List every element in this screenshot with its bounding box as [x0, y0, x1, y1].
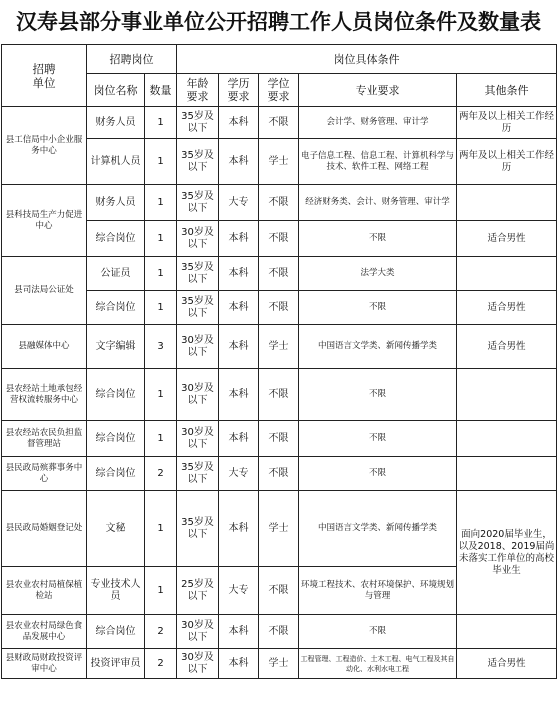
unit-cell: 县科技局生产力促进中心	[2, 185, 87, 257]
age-cell: 30岁及以下	[177, 221, 219, 257]
education-cell: 本科	[219, 139, 259, 185]
post-name-cell: 投资评审员	[87, 649, 145, 679]
degree-cell: 不限	[259, 291, 299, 325]
post-name-cell: 综合岗位	[87, 369, 145, 421]
degree-cell: 不限	[259, 107, 299, 139]
table-row	[2, 615, 557, 649]
age-cell: 35岁及以下	[177, 457, 219, 491]
count-cell: 1	[145, 185, 177, 221]
major-cell: 经济财务类、会计、财务管理、审计学	[299, 185, 457, 221]
major-cell: 工程管理、工程造价、土木工程、电气工程及其自动化、水利水电工程	[299, 649, 457, 679]
other-cell	[457, 615, 557, 649]
count-cell: 1	[145, 567, 177, 615]
unit-cell: 县民政局殡葬事务中心	[2, 457, 87, 491]
post-name-cell: 财务人员	[87, 107, 145, 139]
education-cell: 本科	[219, 649, 259, 679]
age-cell: 30岁及以下	[177, 615, 219, 649]
count-cell: 1	[145, 257, 177, 291]
table-row	[2, 421, 557, 457]
unit-cell: 县司法局公证处	[2, 257, 87, 325]
count-cell: 1	[145, 291, 177, 325]
post-name-cell: 公证员	[87, 257, 145, 291]
age-cell: 35岁及以下	[177, 491, 219, 567]
major-cell: 不限	[299, 421, 457, 457]
unit-cell: 县财政局财政投资评审中心	[2, 649, 87, 679]
degree-cell: 不限	[259, 369, 299, 421]
post-name-cell: 文字编辑	[87, 325, 145, 369]
other-cell: 适合男性	[457, 291, 557, 325]
education-cell: 本科	[219, 257, 259, 291]
other-cell: 适合男性	[457, 325, 557, 369]
count-cell: 1	[145, 221, 177, 257]
count-cell: 1	[145, 369, 177, 421]
education-cell: 大专	[219, 567, 259, 615]
other-cell	[457, 457, 557, 491]
other-cell	[457, 369, 557, 421]
table-row	[2, 185, 557, 221]
degree-cell: 不限	[259, 567, 299, 615]
count-cell: 1	[145, 107, 177, 139]
age-cell: 25岁及以下	[177, 567, 219, 615]
table-row	[2, 457, 557, 491]
post-name-cell: 综合岗位	[87, 457, 145, 491]
table-row	[2, 325, 557, 369]
degree-cell: 不限	[259, 185, 299, 221]
header-post-group: 招聘岗位	[87, 45, 177, 74]
major-cell: 不限	[299, 457, 457, 491]
other-cell: 两年及以上相关工作经历	[457, 107, 557, 139]
unit-cell: 县民政局婚姻登记处	[2, 491, 87, 567]
unit-cell: 县工信局中小企业服务中心	[2, 107, 87, 185]
age-cell: 30岁及以下	[177, 325, 219, 369]
header-age: 年龄 要求	[177, 74, 219, 107]
age-cell: 35岁及以下	[177, 291, 219, 325]
header-count: 数量	[145, 74, 177, 107]
education-cell: 本科	[219, 221, 259, 257]
document-title: 汉寿县部分事业单位公开招聘工作人员岗位条件及数量表	[16, 9, 541, 34]
post-name-cell: 计算机人员	[87, 139, 145, 185]
count-cell: 1	[145, 139, 177, 185]
table-row	[2, 369, 557, 421]
unit-cell: 县农经站农民负担监督管理站	[2, 421, 87, 457]
degree-cell: 学士	[259, 139, 299, 185]
other-cell	[457, 257, 557, 291]
count-cell: 2	[145, 615, 177, 649]
major-cell: 不限	[299, 615, 457, 649]
post-name-cell: 综合岗位	[87, 615, 145, 649]
age-cell: 35岁及以下	[177, 257, 219, 291]
recruitment-table	[1, 44, 557, 679]
header-other: 其他条件	[457, 74, 557, 107]
major-cell: 不限	[299, 291, 457, 325]
education-cell: 本科	[219, 291, 259, 325]
post-name-cell: 综合岗位	[87, 291, 145, 325]
degree-cell: 不限	[259, 615, 299, 649]
count-cell: 3	[145, 325, 177, 369]
degree-cell: 不限	[259, 421, 299, 457]
major-cell: 不限	[299, 369, 457, 421]
table-row	[2, 257, 557, 291]
other-cell: 适合男性	[457, 221, 557, 257]
header-post-name: 岗位名称	[87, 74, 145, 107]
education-cell: 本科	[219, 491, 259, 567]
age-cell: 35岁及以下	[177, 185, 219, 221]
post-name-cell: 综合岗位	[87, 421, 145, 457]
degree-cell: 不限	[259, 257, 299, 291]
post-name-cell: 文秘	[87, 491, 145, 567]
education-cell: 大专	[219, 185, 259, 221]
degree-cell: 学士	[259, 649, 299, 679]
post-name-cell: 专业技术人员	[87, 567, 145, 615]
major-cell: 中国语言文学类、新闻传播学类	[299, 491, 457, 567]
count-cell: 2	[145, 457, 177, 491]
other-cell: 面向2020届毕业生，以及2018、2019届尚未落实工作单位的高校毕业生	[457, 491, 557, 615]
degree-cell: 学士	[259, 325, 299, 369]
unit-cell: 县农业农村局绿色食品发展中心	[2, 615, 87, 649]
age-cell: 35岁及以下	[177, 139, 219, 185]
header-degree: 学位 要求	[259, 74, 299, 107]
education-cell: 本科	[219, 421, 259, 457]
unit-cell: 县融媒体中心	[2, 325, 87, 369]
table-row	[2, 107, 557, 139]
header-unit: 招聘 单位	[2, 45, 87, 107]
major-cell: 中国语言文学类、新闻传播学类	[299, 325, 457, 369]
unit-cell: 县农业农村局植保植检站	[2, 567, 87, 615]
post-name-cell: 综合岗位	[87, 221, 145, 257]
major-cell: 法学大类	[299, 257, 457, 291]
degree-cell: 不限	[259, 457, 299, 491]
header-major: 专业要求	[299, 74, 457, 107]
header-condition-group: 岗位具体条件	[177, 45, 557, 74]
age-cell: 30岁及以下	[177, 369, 219, 421]
unit-cell: 县农经站土地承包经营权流转服务中心	[2, 369, 87, 421]
degree-cell: 学士	[259, 491, 299, 567]
count-cell: 1	[145, 491, 177, 567]
education-cell: 本科	[219, 369, 259, 421]
age-cell: 35岁及以下	[177, 107, 219, 139]
header-education: 学历 要求	[219, 74, 259, 107]
education-cell: 本科	[219, 615, 259, 649]
education-cell: 本科	[219, 325, 259, 369]
other-cell: 两年及以上相关工作经历	[457, 139, 557, 185]
table-row	[2, 649, 557, 679]
age-cell: 30岁及以下	[177, 421, 219, 457]
degree-cell: 不限	[259, 221, 299, 257]
education-cell: 大专	[219, 457, 259, 491]
major-cell: 环境工程技术、农村环境保护、环境规划与管理	[299, 567, 457, 615]
major-cell: 不限	[299, 221, 457, 257]
other-cell	[457, 421, 557, 457]
major-cell: 电子信息工程、信息工程、计算机科学与技术、软件工程、网络工程	[299, 139, 457, 185]
post-name-cell: 财务人员	[87, 185, 145, 221]
count-cell: 1	[145, 421, 177, 457]
age-cell: 30岁及以下	[177, 649, 219, 679]
education-cell: 本科	[219, 107, 259, 139]
other-cell	[457, 185, 557, 221]
other-cell: 适合男性	[457, 649, 557, 679]
table-row	[2, 491, 557, 567]
count-cell: 2	[145, 649, 177, 679]
major-cell: 会计学、财务管理、审计学	[299, 107, 457, 139]
